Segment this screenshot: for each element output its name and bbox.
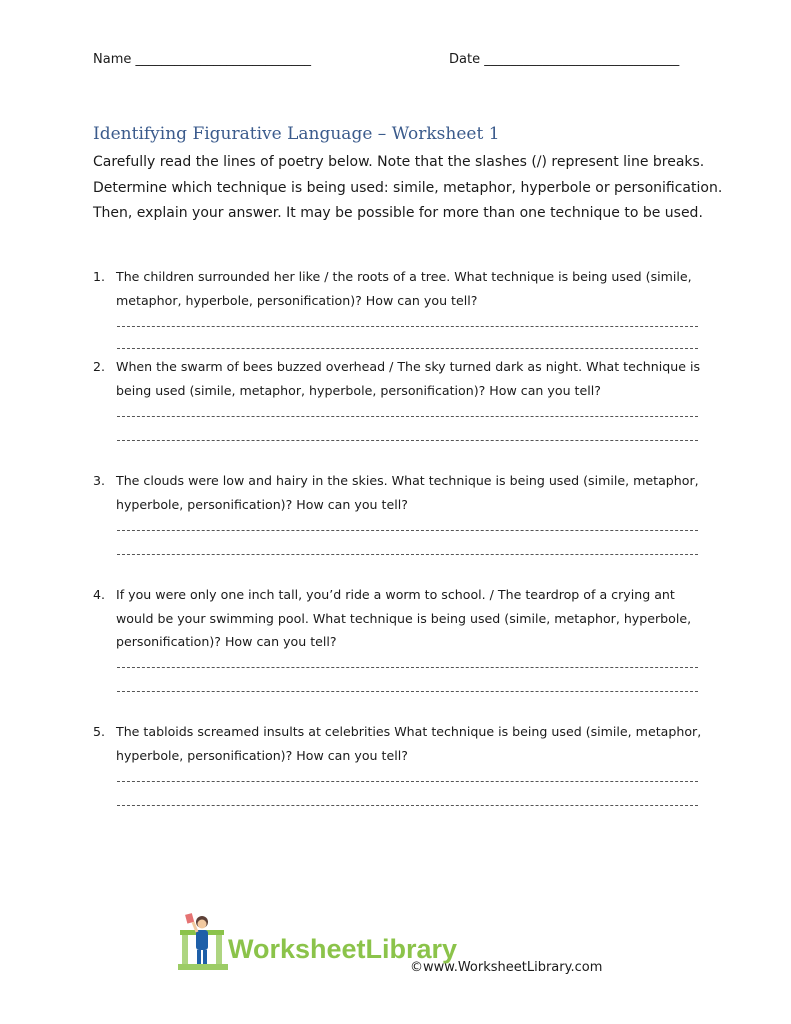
question-text: When the swarm of bees buzzed overhead / The sky turned dark as night. What technique is being used (simile, metaphor, hyperbole, personification)? How can you tell? bbox=[116, 359, 701, 398]
question-1 bbox=[93, 265, 703, 312]
question-text: The clouds were low and hairy in the skies. What technique is being used (simile, metaphor, hyperbole, personification)? How can you tell? bbox=[116, 473, 699, 512]
question-number: 5. bbox=[93, 724, 106, 739]
answer-line bbox=[117, 530, 698, 531]
copyright-text: ©www.WorksheetLibrary.com bbox=[410, 960, 603, 975]
answer-line bbox=[117, 554, 698, 555]
answer-line bbox=[117, 326, 698, 327]
answer-line bbox=[117, 440, 698, 441]
answer-line bbox=[117, 781, 698, 782]
question-text: If you were only one inch tall, you’d ride a worm to school. / The teardrop of a crying ant would be your swimming pool. What technique is being used (simile, metaphor, hyperbole, personification)? How can you tell? bbox=[116, 587, 692, 649]
logo-wordmark: WorksheetLibrary bbox=[228, 934, 458, 964]
answer-line bbox=[117, 348, 698, 349]
question-text: The tabloids screamed insults at celebrities What technique is being used (simile, metaphor, hyperbole, personification)? How can you tell? bbox=[116, 724, 702, 763]
question-5 bbox=[93, 720, 703, 767]
question-number: 4. bbox=[93, 587, 106, 602]
logo-person-leg bbox=[197, 950, 201, 964]
instructions-paragraph: Carefully read the lines of poetry below. Note that the slashes (/) represent line breaks. Determine which technique is being used: simile, metaphor, hyperbole or personification. Then, explain your answer. It may be possible for more than one technique to be used. bbox=[93, 154, 723, 221]
logo-base bbox=[178, 964, 228, 970]
worksheet-title: Identifying Figurative Language – Worksheet 1 bbox=[93, 124, 500, 144]
question-4 bbox=[93, 583, 703, 654]
logo-column bbox=[182, 934, 188, 964]
worksheet-library-logo bbox=[176, 910, 458, 974]
answer-line bbox=[117, 691, 698, 692]
question-text: The children surrounded her like / the roots of a tree. What technique is being used (simile, metaphor, hyperbole, personification)? How can you tell? bbox=[116, 269, 692, 308]
answer-line bbox=[117, 667, 698, 668]
logo-column bbox=[216, 934, 222, 964]
name-field-label: Name ___________________________ bbox=[93, 52, 311, 67]
logo-person-body bbox=[196, 930, 208, 950]
question-number: 2. bbox=[93, 359, 106, 374]
question-number: 1. bbox=[93, 269, 106, 284]
logo-person-face bbox=[198, 920, 207, 929]
answer-line bbox=[117, 805, 698, 806]
question-3 bbox=[93, 469, 703, 516]
date-field-label: Date ______________________________ bbox=[449, 52, 680, 67]
question-2 bbox=[93, 355, 703, 402]
logo-paper bbox=[185, 913, 194, 924]
question-number: 3. bbox=[93, 473, 106, 488]
logo-person-leg bbox=[203, 950, 207, 964]
answer-line bbox=[117, 416, 698, 417]
